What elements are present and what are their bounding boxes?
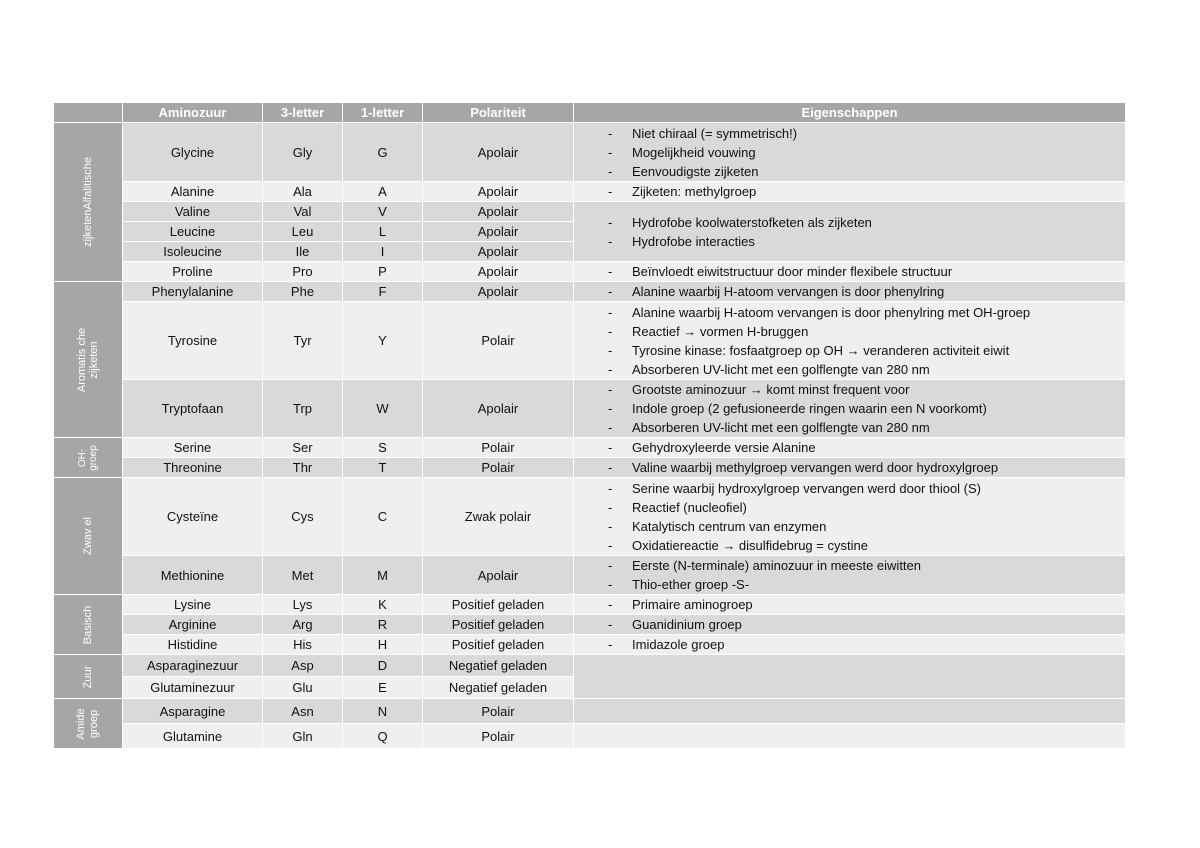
amino-name: Asparaginezuur: [123, 655, 263, 677]
group-oh: [54, 438, 123, 478]
bullet-dash: -: [608, 440, 613, 455]
property-item: [608, 556, 1121, 575]
amino-3-letter: Gln: [263, 724, 343, 749]
property-text: Eerste (N-terminale) aminozuur in meeste eiwitten: [632, 558, 921, 573]
amino-polarity: Zwak polair: [423, 478, 574, 556]
table-row: [54, 282, 1126, 302]
amino-1-letter: A: [343, 182, 423, 202]
amino-properties: [574, 458, 1126, 478]
amino-polarity: Positief geladen: [423, 615, 574, 635]
amino-name: Glycine: [123, 123, 263, 182]
bullet-dash: -: [608, 518, 613, 534]
property-item: [608, 182, 1121, 201]
amino-1-letter: C: [343, 478, 423, 556]
amino-1-letter: G: [343, 123, 423, 182]
amino-3-letter: Gly: [263, 123, 343, 182]
amino-polarity: Polair: [423, 724, 574, 749]
amino-polarity: Positief geladen: [423, 595, 574, 615]
amino-polarity: Apolair: [423, 556, 574, 595]
bullet-dash: -: [608, 214, 613, 230]
property-text: Mogelijkheid vouwing: [632, 144, 756, 160]
amino-3-letter: Ser: [263, 438, 343, 458]
amino-3-letter: Cys: [263, 478, 343, 556]
header-blank: [54, 103, 123, 123]
property-text: Alanine waarbij H-atoom vervangen is door phenylring met OH-groep: [632, 304, 1031, 320]
amino-properties: [574, 282, 1126, 302]
property-text: Grootste aminozuur → komt minst frequent voor: [632, 382, 910, 397]
amino-name: Leucine: [123, 222, 263, 242]
property-text: Oxidatiereactie → disulfidebrug = cystine: [632, 537, 868, 553]
amino-polarity: Positief geladen: [423, 635, 574, 655]
bullet-dash: -: [608, 480, 613, 496]
amino-properties-empty: [574, 699, 1126, 724]
amino-name: Lysine: [123, 595, 263, 615]
group-basic: [54, 595, 123, 655]
amino-name: Valine: [123, 202, 263, 222]
table-row: [54, 302, 1126, 380]
amino-3-letter: Val: [263, 202, 343, 222]
amino-acid-table: [53, 102, 1126, 749]
property-text: Eenvoudigste zijketen: [632, 163, 759, 179]
table-row: [54, 595, 1126, 615]
group-label-aliphatic: zijketenAlfalitische: [82, 157, 94, 247]
amino-3-letter: Asp: [263, 655, 343, 677]
amino-3-letter: His: [263, 635, 343, 655]
header-aminozuur: Aminozuur: [123, 103, 263, 123]
table-row: [54, 380, 1126, 438]
property-item: [608, 635, 1121, 654]
amino-1-letter: N: [343, 699, 423, 724]
property-text: Katalytisch centrum van enzymen: [632, 518, 827, 534]
property-item: [608, 213, 1121, 232]
property-text: Absorberen UV-licht met een golflengte van 280 nm: [632, 420, 930, 435]
property-item: [608, 162, 1121, 181]
group-label-acid: Zuur: [82, 665, 94, 688]
header-polariteit: Polariteit: [423, 103, 574, 123]
amino-3-letter: Glu: [263, 677, 343, 699]
amino-1-letter: V: [343, 202, 423, 222]
amino-properties: [574, 615, 1126, 635]
bullet-dash: -: [608, 577, 613, 592]
amino-1-letter: S: [343, 438, 423, 458]
amino-name: Arginine: [123, 615, 263, 635]
group-acid: [54, 655, 123, 699]
bullet-dash: -: [608, 184, 613, 199]
bullet-dash: -: [608, 617, 613, 632]
property-item: [608, 615, 1121, 634]
property-text: Guanidinium groep: [632, 617, 742, 632]
amino-polarity: Apolair: [423, 182, 574, 202]
amino-name: Alanine: [123, 182, 263, 202]
amino-1-letter: H: [343, 635, 423, 655]
bullet-dash: -: [608, 284, 613, 299]
bullet-dash: -: [608, 264, 613, 279]
header-1-letter: 1-letter: [343, 103, 423, 123]
property-item: [608, 458, 1121, 477]
table-row: [54, 635, 1126, 655]
bullet-dash: -: [608, 125, 613, 141]
table-row: [54, 655, 1126, 677]
amino-properties: [574, 123, 1126, 182]
property-item: [608, 262, 1121, 281]
amino-1-letter: K: [343, 595, 423, 615]
amino-name: Tryptofaan: [123, 380, 263, 438]
bullet-dash: -: [608, 637, 613, 652]
amino-1-letter: E: [343, 677, 423, 699]
table-row: [54, 262, 1126, 282]
property-text: Zijketen: methylgroep: [632, 184, 757, 199]
table-row: [54, 202, 1126, 222]
amino-3-letter: Thr: [263, 458, 343, 478]
property-item: [608, 479, 1121, 498]
amino-polarity: Apolair: [423, 123, 574, 182]
property-text: Alanine waarbij H-atoom vervangen is door phenylring: [632, 284, 945, 299]
bullet-dash: -: [608, 460, 613, 475]
amino-name: Phenylalanine: [123, 282, 263, 302]
amino-polarity: Polair: [423, 302, 574, 380]
amino-polarity: Polair: [423, 699, 574, 724]
amino-3-letter: Arg: [263, 615, 343, 635]
property-item: [608, 322, 1121, 341]
amino-properties-empty: [574, 724, 1126, 749]
group-label-amide: Amide groep: [75, 707, 100, 740]
group-label-aromatic: [76, 285, 100, 435]
amino-name: Cysteïne: [123, 478, 263, 556]
amino-name: Asparagine: [123, 699, 263, 724]
property-text: Beïnvloedt eiwitstructuur door minder flexibele structuur: [632, 264, 953, 279]
amino-properties: [574, 595, 1126, 615]
amino-polarity: Apolair: [423, 242, 574, 262]
amino-polarity: Apolair: [423, 282, 574, 302]
amino-properties: [574, 182, 1126, 202]
property-item: [608, 232, 1121, 251]
amino-polarity: Apolair: [423, 202, 574, 222]
amino-1-letter: W: [343, 380, 423, 438]
table-row: [54, 182, 1126, 202]
amino-3-letter: Pro: [263, 262, 343, 282]
amino-properties: [574, 262, 1126, 282]
amino-properties: [574, 478, 1126, 556]
property-text: Niet chiraal (= symmetrisch!): [632, 125, 798, 141]
amino-polarity: Apolair: [423, 222, 574, 242]
property-text: Absorberen UV-licht met een golflengte van 280 nm: [632, 361, 930, 377]
property-text: Serine waarbij hydroxylgroep vervangen werd door thiool (S): [632, 480, 982, 496]
amino-1-letter: T: [343, 458, 423, 478]
amino-1-letter: M: [343, 556, 423, 595]
header-3-letter: 3-letter: [263, 103, 343, 123]
property-item: [608, 498, 1121, 517]
table-row: [54, 699, 1126, 724]
bullet-dash: -: [608, 401, 613, 416]
amino-name: Proline: [123, 262, 263, 282]
amino-properties: [574, 202, 1126, 262]
amino-properties: [574, 380, 1126, 438]
group-label-basic: Basisch: [82, 605, 94, 644]
property-text: Gehydroxyleerde versie Alanine: [632, 440, 816, 455]
amino-1-letter: L: [343, 222, 423, 242]
property-text: Reactief (nucleofiel): [632, 499, 747, 515]
property-item: [608, 418, 1121, 437]
property-item: [608, 536, 1121, 555]
bullet-dash: -: [608, 323, 613, 339]
bullet-dash: -: [608, 537, 613, 553]
amino-properties: [574, 556, 1126, 595]
group-amide: [54, 699, 123, 749]
property-text: Hydrofobe interacties: [632, 233, 755, 249]
group-label-sulfur: Zwav el: [82, 517, 94, 555]
bullet-dash: -: [608, 233, 613, 249]
amino-properties-empty: [574, 655, 1126, 699]
amino-polarity: Polair: [423, 438, 574, 458]
amino-3-letter: Ala: [263, 182, 343, 202]
bullet-dash: -: [608, 144, 613, 160]
bullet-dash: -: [608, 597, 613, 612]
amino-polarity: Polair: [423, 458, 574, 478]
property-item: [608, 380, 1121, 399]
amino-3-letter: Asn: [263, 699, 343, 724]
property-text: Imidazole groep: [632, 637, 725, 652]
property-item: [608, 438, 1121, 457]
amino-3-letter: Tyr: [263, 302, 343, 380]
header-eigenschappen: Eigenschappen: [574, 103, 1126, 123]
bullet-dash: -: [608, 361, 613, 377]
amino-properties: [574, 438, 1126, 458]
amino-3-letter: Ile: [263, 242, 343, 262]
header-row: [54, 103, 1126, 123]
amino-3-letter: Trp: [263, 380, 343, 438]
property-item: [608, 575, 1121, 594]
amino-properties: [574, 302, 1126, 380]
table-row: [54, 556, 1126, 595]
amino-3-letter: Lys: [263, 595, 343, 615]
amino-1-letter: F: [343, 282, 423, 302]
bullet-dash: -: [608, 163, 613, 179]
amino-1-letter: R: [343, 615, 423, 635]
amino-name: Glutamine: [123, 724, 263, 749]
property-text: Hydrofobe koolwaterstofketen als zijketen: [632, 214, 872, 230]
table-row: [54, 478, 1126, 556]
property-item: [608, 282, 1121, 301]
amino-properties: [574, 635, 1126, 655]
table-row: [54, 458, 1126, 478]
property-item: [608, 595, 1121, 614]
amino-3-letter: Leu: [263, 222, 343, 242]
property-item: [608, 399, 1121, 418]
amino-name: Isoleucine: [123, 242, 263, 262]
table-row: [54, 615, 1126, 635]
property-item: [608, 341, 1121, 360]
group-label-aromatic-line1: Aromatis che: [76, 327, 88, 392]
property-item: [608, 303, 1121, 322]
group-label-oh: OH-groep: [77, 444, 99, 471]
bullet-dash: -: [608, 499, 613, 515]
property-item: [608, 124, 1121, 143]
amino-3-letter: Phe: [263, 282, 343, 302]
group-aromatic: [54, 282, 123, 438]
property-text: Thio-ether groep -S-: [632, 577, 750, 592]
amino-3-letter: Met: [263, 556, 343, 595]
property-text: Tyrosine kinase: fosfaatgroep op OH → veranderen activiteit eiwit: [632, 342, 1010, 358]
amino-polarity: Negatief geladen: [423, 677, 574, 699]
amino-name: Tyrosine: [123, 302, 263, 380]
amino-name: Glutaminezuur: [123, 677, 263, 699]
amino-1-letter: I: [343, 242, 423, 262]
table-row: [54, 123, 1126, 182]
bullet-dash: -: [608, 420, 613, 435]
amino-1-letter: Y: [343, 302, 423, 380]
table-row: [54, 724, 1126, 749]
amino-name: Methionine: [123, 556, 263, 595]
table-row: [54, 438, 1126, 458]
bullet-dash: -: [608, 304, 613, 320]
property-text: Indole groep (2 gefusioneerde ringen waarin een N voorkomt): [632, 401, 987, 416]
group-label-aromatic-line2: zijketen: [88, 340, 100, 379]
amino-1-letter: Q: [343, 724, 423, 749]
property-text: Valine waarbij methylgroep vervangen werd door hydroxylgroep: [632, 460, 999, 475]
bullet-dash: -: [608, 342, 613, 358]
property-text: Primaire aminogroep: [632, 597, 753, 612]
amino-polarity: Negatief geladen: [423, 655, 574, 677]
amino-name: Threonine: [123, 458, 263, 478]
amino-1-letter: P: [343, 262, 423, 282]
bullet-dash: -: [608, 382, 613, 397]
amino-polarity: Apolair: [423, 262, 574, 282]
group-aliphatic: [54, 123, 123, 282]
property-item: [608, 143, 1121, 162]
bullet-dash: -: [608, 558, 613, 573]
group-sulfur: [54, 478, 123, 595]
property-text: Reactief → vormen H-bruggen: [632, 323, 809, 339]
property-item: [608, 517, 1121, 536]
property-item: [608, 360, 1121, 379]
amino-name: Serine: [123, 438, 263, 458]
amino-1-letter: D: [343, 655, 423, 677]
amino-name: Histidine: [123, 635, 263, 655]
amino-polarity: Apolair: [423, 380, 574, 438]
